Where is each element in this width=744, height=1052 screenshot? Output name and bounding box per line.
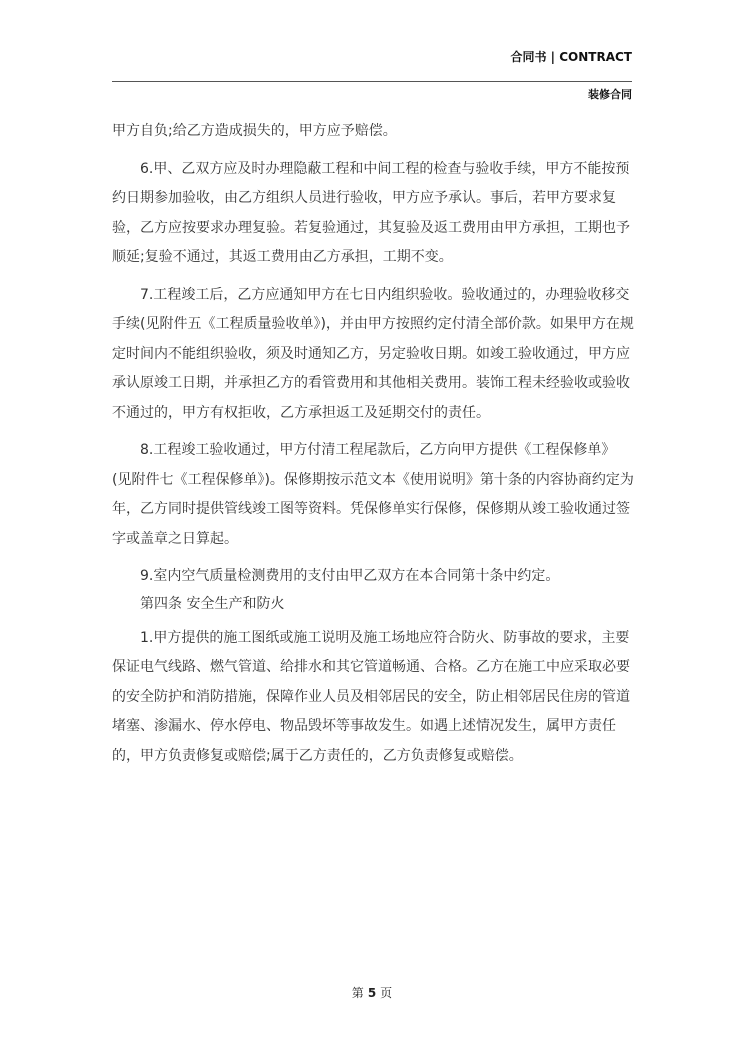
paragraph-clause-6: 6.甲、乙双方应及时办理隐蔽工程和中间工程的检查与验收手续，甲方不能按预约日期参加验收，由乙方组织人员进行验收，甲方应予承认。事后，若甲方要求复验，乙方应按要求办理复验。若复验通过，其复验及返工费用由甲方承担，工期也予顺延;复验不通过，其返工费用由乙方承担，工期不变。 bbox=[112, 160, 630, 265]
section-heading-article-4: 第四条 安全生产和防火 bbox=[140, 595, 285, 612]
page-number-suffix: 页 bbox=[380, 986, 393, 1000]
page-header bbox=[112, 48, 632, 101]
paragraph-continuation: 甲方自负;给乙方造成损失的，甲方应予赔偿。 bbox=[112, 123, 397, 139]
paragraph-clause-8: 8.工程竣工验收通过，甲方付清工程尾款后，乙方向甲方提供《工程保修单》(见附件七《工程保修单》)。保修期按示范文本《使用说明》第十条的内容协商约定为 年，乙方同时提供管线竣工图等资料。凭保修单实行保修，保修期从竣工验收通过签字或盖章之日算起。 bbox=[112, 442, 634, 547]
header-title: 合同书 | CONTRACT bbox=[510, 50, 632, 64]
page-number-prefix: 第 bbox=[351, 986, 364, 1000]
header-subtitle: 装修合同 bbox=[588, 88, 632, 101]
page-number: 5 bbox=[367, 986, 377, 1000]
paragraph-clause-9: 9.室内空气质量检测费用的支付由甲乙双方在本合同第十条中约定。 bbox=[140, 568, 560, 584]
header-divider bbox=[112, 81, 632, 82]
document-body bbox=[112, 117, 634, 771]
paragraph-clause-7: 7.工程竣工后，乙方应通知甲方在七日内组织验收。验收通过的，办理验收移交手续(见附件五《工程质量验收单》)，并由甲方按照约定付清全部价款。如果甲方在规定时间内不能组织验收，须及时通知乙方，另定验收日期。如竣工验收通过，甲方应承认原竣工日期，并承担乙方的看管费用和其他相关费用。装饰工程未经验收或验收不通过的，甲方有权拒收，乙方承担返工及延期交付的责任。 bbox=[112, 286, 634, 421]
page-footer bbox=[0, 984, 744, 1001]
paragraph-article-4-clause-1: 1.甲方提供的施工图纸或施工说明及施工场地应符合防火、防事故的要求，主要保证电气线路、燃气管道、给排水和其它管道畅通、合格。乙方在施工中应采取必要的安全防护和消防措施，保障作业人员及相邻居民的安全，防止相邻居民住房的管道堵塞、渗漏水、停水停电、物品毁坏等事故发生。如遇上述情况发生，属甲方责任的，甲方负责修复或赔偿;属于乙方责任的，乙方负责修复或赔偿。 bbox=[112, 629, 630, 764]
